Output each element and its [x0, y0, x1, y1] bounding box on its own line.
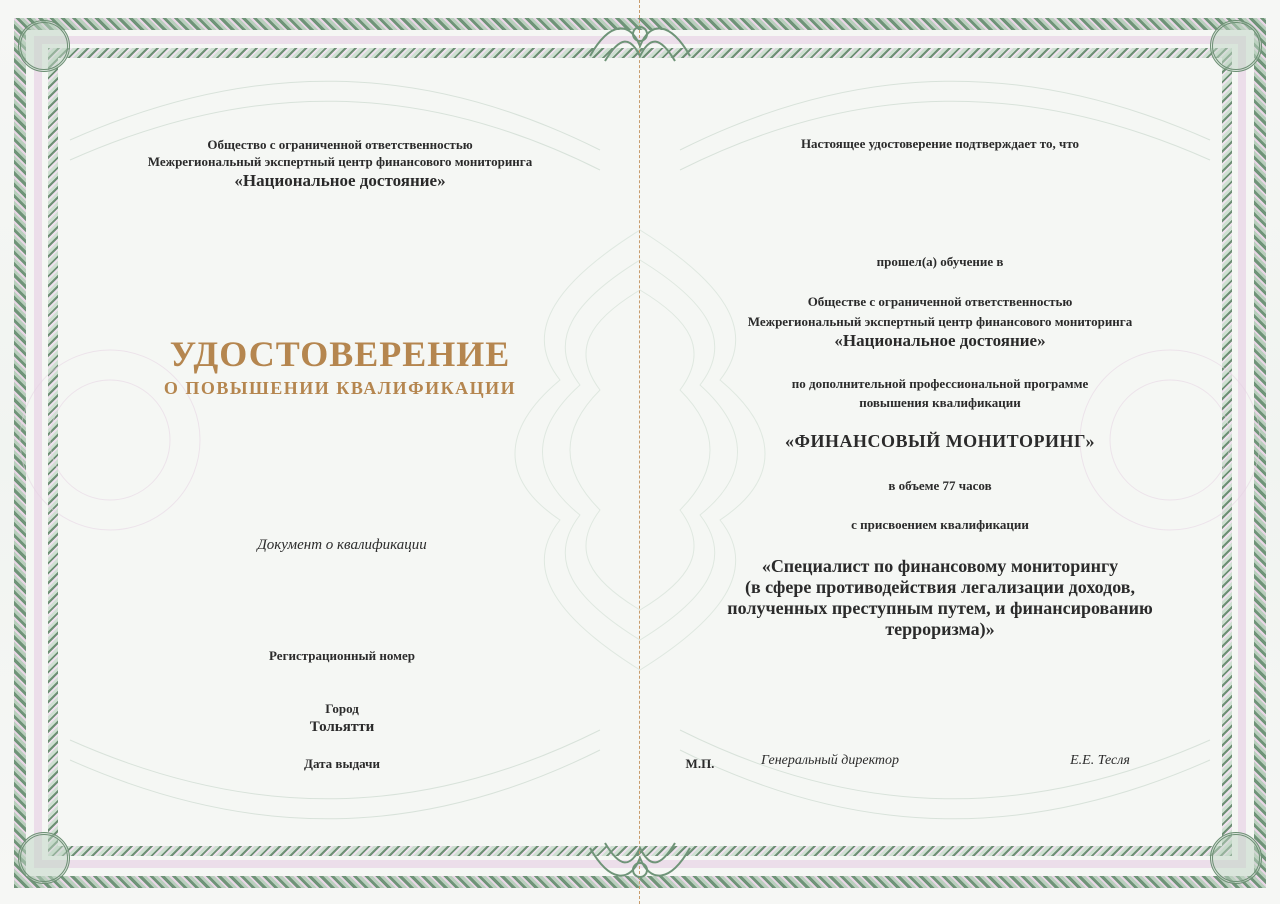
qualification-line-2: (в сфере противодействия легализации доходов, — [744, 577, 1136, 597]
corner-ornament-icon — [1210, 20, 1262, 72]
intro-text: Настоящее удостоверение подтверждает то, что — [800, 136, 1080, 151]
issuer-name: «Национальное достояние» — [234, 171, 446, 190]
issuer-line-1: Общество с ограниченной ответственностью — [207, 137, 473, 152]
corner-ornament-icon — [1210, 832, 1262, 884]
qualification-line-1: «Специалист по финансовому мониторингу — [761, 556, 1119, 576]
top-center-ornament-icon — [580, 16, 700, 70]
city-value: Тольятти — [309, 719, 375, 735]
qualification-intro: с присвоением квалификации — [851, 517, 1029, 532]
trained-in-text: прошел(а) обучение в — [876, 254, 1004, 269]
document-subtitle: О ПОВЫШЕНИИ КВАЛИФИКАЦИИ — [163, 378, 517, 398]
document-title: УДОСТОВЕРЕНИЕ — [169, 334, 511, 374]
org-line-1: Обществе с ограниченной ответственностью — [807, 294, 1073, 309]
program-name: «ФИНАНСОВЫЙ МОНИТОРИНГ» — [785, 431, 1095, 451]
org-line-2: Межрегиональный экспертный центр финансового мониторинга — [747, 314, 1133, 329]
signer-title: Генеральный директор — [760, 753, 900, 768]
bottom-center-ornament-icon — [580, 834, 700, 888]
stamp-place: М.П. — [685, 756, 715, 771]
signer-name: Е.Е. Тесля — [1070, 753, 1130, 768]
issuer-line-2: Межрегиональный экспертный центр финансового мониторинга — [147, 154, 533, 169]
course-volume: в объеме 77 часов — [888, 478, 992, 493]
registration-number-label: Регистрационный номер — [269, 648, 415, 663]
program-line-2: повышения квалификации — [859, 395, 1021, 410]
fold-line — [639, 0, 640, 904]
qualification-line-3: полученных преступным путем, и финансированию — [727, 598, 1153, 618]
issue-date-label: Дата выдачи — [304, 756, 380, 771]
qualification-line-4: терроризма)» — [885, 619, 995, 639]
program-line-1: по дополнительной профессиональной программе — [791, 376, 1089, 391]
corner-ornament-icon — [18, 832, 70, 884]
corner-ornament-icon — [18, 20, 70, 72]
city-label: Город — [325, 701, 359, 716]
org-name: «Национальное достояние» — [834, 331, 1046, 350]
document-type: Документ о квалификации — [257, 537, 427, 553]
